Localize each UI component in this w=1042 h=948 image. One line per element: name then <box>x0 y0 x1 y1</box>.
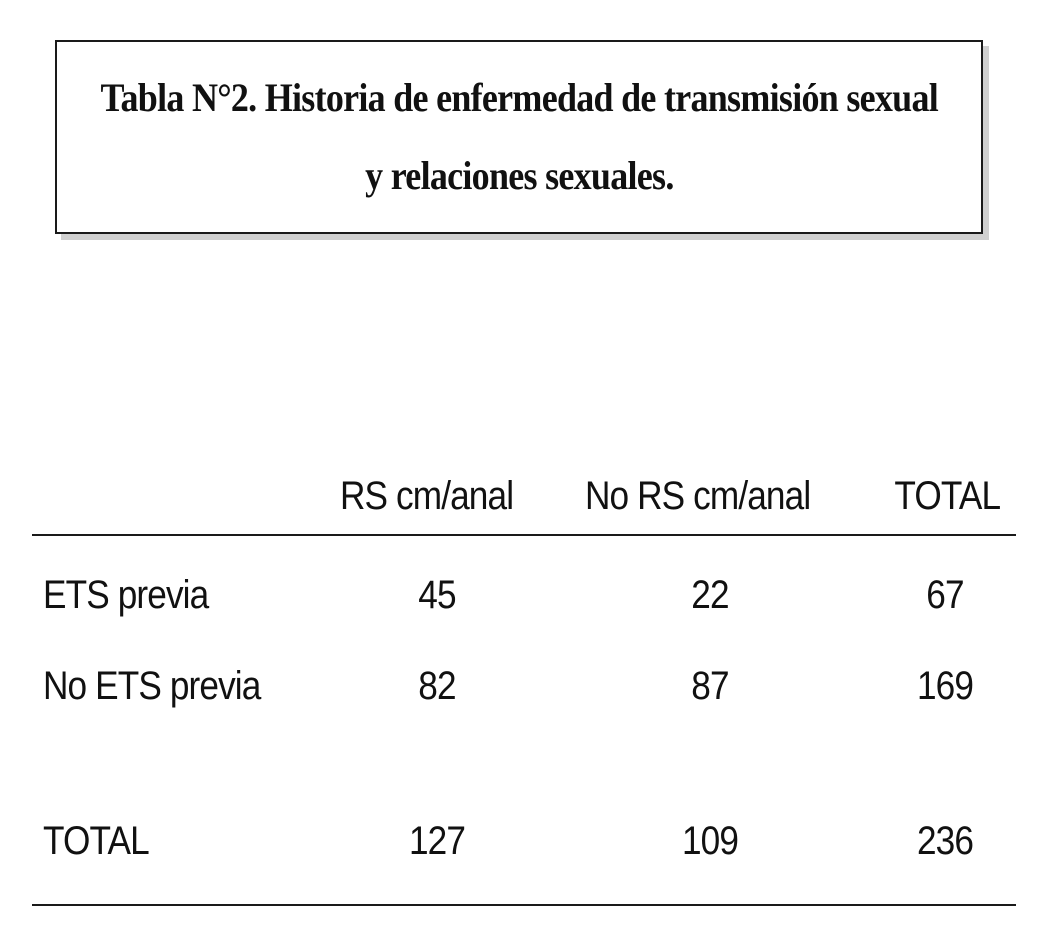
cell-value: 236 <box>916 819 974 863</box>
header-rs-cm-anal: RS cm/anal <box>340 474 514 518</box>
table-title-line-1: Tabla N°2. Historia de enfermedad de transmisión sexual <box>100 75 938 120</box>
row-label: ETS previa <box>43 573 209 617</box>
cell-value: 67 <box>926 573 964 617</box>
header-no-rs-cm-anal: No RS cm/anal <box>585 474 811 518</box>
table-title-line-2: y relaciones sexuales. <box>364 153 674 198</box>
cell-value: 87 <box>691 664 729 708</box>
cell-value: 45 <box>418 573 456 617</box>
row-label: No ETS previa <box>43 664 261 708</box>
cell-value: 169 <box>916 664 974 708</box>
cell-value: 109 <box>681 819 739 863</box>
bottom-rule <box>32 904 1016 906</box>
table-title-box <box>55 40 983 234</box>
cell-value: 127 <box>408 819 466 863</box>
cell-value: 22 <box>691 573 729 617</box>
header-rule <box>32 534 1016 536</box>
cell-value: 82 <box>418 664 456 708</box>
row-label: TOTAL <box>43 819 149 863</box>
header-total: TOTAL <box>894 474 1000 518</box>
